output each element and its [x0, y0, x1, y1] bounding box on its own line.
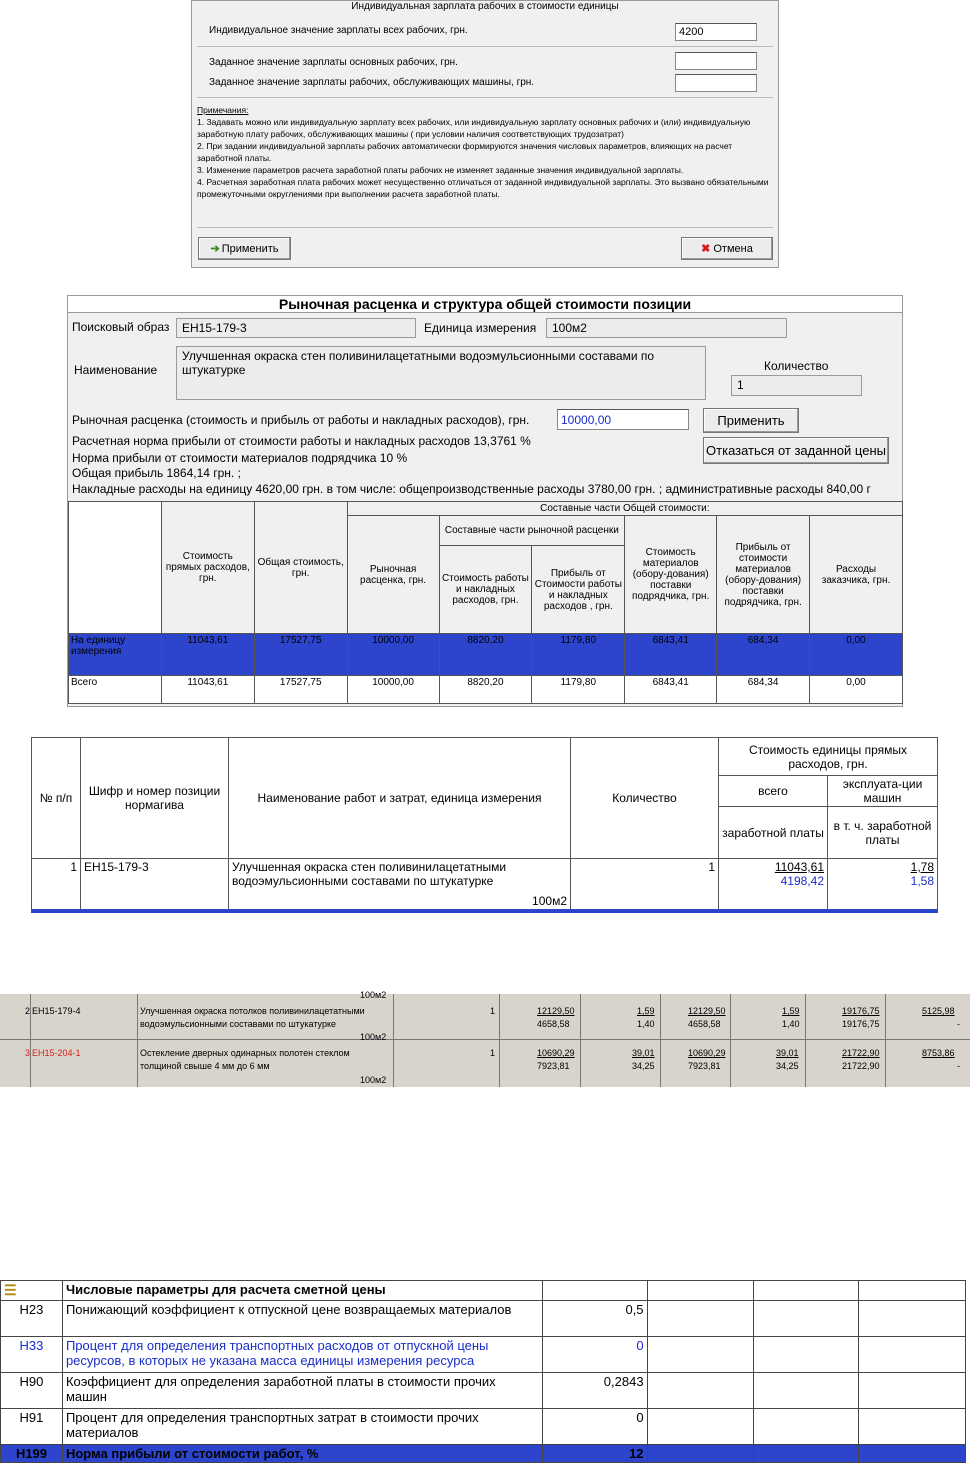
salary-dialog — [191, 0, 779, 268]
mini-cell: 34,25 — [632, 1061, 655, 1071]
row-total-cell — [719, 859, 828, 911]
apply-arrow-icon: ➔ — [210, 243, 220, 255]
param-name: Коэффициент для определения заработной платы в стоимости прочих машин — [62, 1373, 542, 1409]
header-salary: заработной платы — [719, 807, 828, 859]
apply-button[interactable] — [198, 237, 291, 260]
cell: 10000,00 — [347, 634, 439, 676]
row-machines-salary: 1,58 — [910, 874, 934, 888]
corner-cell — [69, 502, 162, 634]
params-title: Числовые параметры для расчета сметной цены — [62, 1281, 542, 1301]
price-input[interactable] — [557, 409, 689, 430]
notes-title: Примечания: — [197, 105, 249, 115]
mini-row-line1: Остекление дверных одинарных полотен стеклом — [140, 1048, 350, 1058]
mini-row-unit: 100м2 — [360, 1075, 387, 1085]
material-profit-info: Норма прибыли от стоимости материалов подрядчика 10 % — [72, 451, 408, 465]
row-total: 11043,61 — [774, 860, 824, 874]
structure-table — [68, 501, 903, 704]
header-group: Составные части Общей стоимости: — [347, 502, 902, 516]
mini-cell: 39,01 — [632, 1048, 655, 1058]
cell: 0,00 — [810, 676, 903, 704]
cell: 8820,20 — [439, 634, 532, 676]
param-code: Н90 — [1, 1373, 63, 1409]
mini-cell: - — [957, 1061, 960, 1071]
header-total: всего — [719, 776, 828, 807]
mini-cell: 39,01 — [776, 1048, 799, 1058]
params-table — [0, 1280, 966, 1463]
row-qty: 1 — [571, 859, 719, 911]
search-field[interactable]: ЕН15-179-3 — [176, 318, 416, 338]
cell: 1179,80 — [532, 676, 625, 704]
row-num: 1 — [32, 859, 81, 911]
header-name: Наименование работ и затрат, единица измерения — [229, 738, 571, 859]
param-row[interactable] — [1, 1337, 966, 1373]
param-name: Понижающий коэффициент к отпускной цене возвращаемых материалов — [62, 1301, 542, 1337]
param-name: Процент для определения транспортных расходов от отпускной цены ресурсов, в которых не указана масса единицы измерения ресурса — [62, 1337, 542, 1373]
note-3: 3. Изменение параметров расчета заработной платы рабочих не изменяет заданные значения индивидуальной зарплаты. — [197, 165, 684, 175]
header-profit: Прибыль от Стоимости работы и накладных расходов , грн. — [532, 546, 625, 634]
param-row[interactable] — [1, 1373, 966, 1409]
main-workers-input[interactable] — [675, 52, 757, 70]
main-workers-label: Заданное значение зарплаты основных рабочих, грн. — [209, 57, 458, 68]
mini-row-qty: 1 — [490, 1048, 496, 1058]
header-code: Шифр и номер позиции нормагива — [81, 738, 229, 859]
cell: 6843,41 — [625, 676, 717, 704]
param-row-selected[interactable] — [1, 1445, 966, 1463]
mini-cell: 19176,75 — [842, 1019, 880, 1029]
overhead-info: Накладные расходы на единицу 4620,00 грн. в том числе: общепроизводственные расходы 3780,00 грн. ; административные расходы 840,00 г — [72, 482, 871, 496]
all-workers-label: Индивидуальное значение зарплаты всех рабочих, грн. — [209, 25, 468, 36]
dialog-title: Индивидуальная зарплата рабочих в стоимости единицы — [351, 1, 619, 12]
machine-workers-label: Заданное значение зарплаты рабочих, обслуживающих машины, грн. — [209, 77, 535, 88]
mini-row-num: 2 — [25, 1006, 31, 1016]
cell: 17527,75 — [254, 634, 347, 676]
estimate-row[interactable] — [32, 859, 938, 911]
profit-rate-info: Расчетная норма прибыли от стоимости работы и накладных расходов 13,3761 % — [72, 434, 531, 448]
mini-cell: - — [957, 1019, 960, 1029]
cell: 11043,61 — [161, 676, 254, 704]
param-value: 12 — [542, 1445, 647, 1463]
param-value: 0 — [542, 1409, 647, 1445]
unit-label: Единица измерения — [424, 321, 537, 335]
header-subgroup: Составные части рыночной расценки — [439, 516, 625, 546]
name-label: Наименование — [74, 363, 158, 377]
price-label: Рыночная расценка (стоимость и прибыль от работы и накладных расходов), грн. — [72, 413, 530, 427]
row-label: Всего — [69, 676, 162, 704]
reject-price-button[interactable] — [703, 437, 889, 464]
param-value: 0 — [542, 1337, 647, 1373]
mini-estimate-table — [0, 990, 970, 1087]
cell: 0,00 — [810, 634, 903, 676]
mini-cell: 4658,58 — [688, 1019, 721, 1029]
cell: 1179,80 — [532, 634, 625, 676]
search-label: Поисковый образ — [72, 320, 170, 334]
header-machines: эксплуата-ции машин — [828, 776, 938, 807]
header-work: Стоимость работы и накладных расходов, грн. — [439, 546, 532, 634]
row-unit: 100м2 — [532, 893, 567, 908]
param-value: 0,2843 — [542, 1373, 647, 1409]
price-apply-label: Применить — [717, 413, 785, 428]
mini-row-line2: водоэмульсионными составами по штукатурке — [140, 1019, 336, 1029]
unit-field[interactable]: 100м2 — [546, 318, 787, 338]
param-code: Н199 — [1, 1445, 63, 1463]
cell: 684,34 — [717, 676, 810, 704]
mini-cell: 7923,81 — [688, 1061, 721, 1071]
cancel-label: Отмена — [713, 242, 753, 255]
header-cost-group: Стоимость единицы прямых расходов, грн. — [719, 738, 938, 776]
mini-cell: 8753,86 — [922, 1048, 955, 1058]
apply-label: Применить — [221, 242, 279, 255]
param-name: Процент для определения транспортных затрат в стоимости прочих материалов — [62, 1409, 542, 1445]
mini-cell: 1,40 — [637, 1019, 655, 1029]
header-direct: Стоимость прямых расходов, грн. — [161, 502, 254, 634]
market-price-panel — [67, 295, 903, 707]
mini-row-num: 3 — [25, 1048, 31, 1058]
mini-cell: 21722,90 — [842, 1061, 880, 1071]
cancel-x-icon: ✖ — [701, 243, 711, 255]
mini-row-line1: Улучшенная окраска потолков поливинилацетатными — [140, 1006, 365, 1016]
market-price-title: Рыночная расценка и структура общей стоимости позиции — [68, 296, 902, 313]
mini-row-code: ЕН15-204-1 — [32, 1048, 81, 1058]
row-name-cell — [229, 859, 571, 911]
row-total[interactable] — [69, 676, 903, 704]
notes-block — [197, 104, 772, 200]
mini-cell: 1,59 — [637, 1006, 655, 1016]
row-per-unit[interactable] — [69, 634, 903, 676]
header-market: Рыночная расценка, грн. — [347, 516, 439, 634]
header-total: Общая стоимость, грн. — [254, 502, 347, 634]
row-salary: 4198,42 — [780, 874, 824, 888]
row-name: Улучшенная окраска стен поливинилацетатными водоэмульсионными составами по штукатурке — [232, 860, 507, 888]
machine-workers-input[interactable] — [675, 74, 757, 92]
estimate-table — [31, 737, 938, 913]
mini-cell: 34,25 — [776, 1061, 799, 1071]
cell: 6843,41 — [625, 634, 717, 676]
qty-field[interactable]: 1 — [731, 375, 862, 396]
mini-cell: 12129,50 — [688, 1006, 726, 1016]
note-4: 4. Расчетная заработная плата рабочих может несущественно отличаться от заданной индивидуальной зарплаты. Это вызвано обязательными промежуточными округлениями при выполнении расчета заработной платы. — [197, 177, 769, 199]
mini-row-qty: 1 — [490, 1006, 496, 1016]
name-field[interactable]: Улучшенная окраска стен поливинилацетатными водоэмульсионными составами по штукатурке — [176, 346, 706, 400]
cell: 11043,61 — [161, 634, 254, 676]
row-label: На единицу измерения — [69, 634, 162, 676]
header-customer: Расходы заказчика, грн. — [810, 516, 903, 634]
params-book-icon: ☰ — [1, 1281, 63, 1301]
param-code: Н23 — [1, 1301, 63, 1337]
price-apply-button[interactable] — [703, 408, 799, 433]
cell: 684,34 — [717, 634, 810, 676]
mini-cell: 10690,29 — [537, 1048, 575, 1058]
all-workers-input[interactable] — [675, 23, 757, 41]
param-value: 0,5 — [542, 1301, 647, 1337]
header-mat-profit: Прибыль от стоимости материалов (обору-дования) поставки подрядчика, грн. — [717, 516, 810, 634]
header-qty: Количество — [571, 738, 719, 859]
mini-row-code: ЕН15-179-4 — [32, 1006, 81, 1016]
param-code: Н91 — [1, 1409, 63, 1445]
total-profit-info: Общая прибыль 1864,14 грн. ; — [72, 466, 241, 480]
note-2: 2. При задании индивидуальной зарплаты рабочих автоматически формируются значения числовых параметров, влияющих на расчет заработной платы. — [197, 141, 733, 163]
mini-cell: 1,40 — [782, 1019, 800, 1029]
cancel-button[interactable] — [681, 237, 773, 260]
reject-price-label: Отказаться от заданной цены — [706, 443, 886, 458]
mini-cell: 7923,81 — [537, 1061, 570, 1071]
row-divider — [0, 1039, 970, 1040]
mini-row-line2: толщиной свыше 4 мм до 6 мм — [140, 1061, 270, 1071]
mini-cell: 5125,98 — [922, 1006, 955, 1016]
row-machines: 1,78 — [910, 860, 934, 874]
mini-row-unit: 100м2 — [360, 1032, 387, 1042]
param-name: Норма прибыли от стоимости работ, % — [62, 1445, 542, 1463]
mini-cell: 1,59 — [782, 1006, 800, 1016]
note-1: 1. Задавать можно или индивидуальную зарплату всех рабочих, или индивидуальную зарплату основных рабочих и (или) индивидуальную заработную плату рабочих, обслуживающих машины ( при условии наличия соответствующих трудозатрат) — [197, 117, 751, 139]
cell: 10000,00 — [347, 676, 439, 704]
row-machines-cell — [828, 859, 938, 911]
mini-cell: 19176,75 — [842, 1006, 880, 1016]
cell: 8820,20 — [439, 676, 532, 704]
header-incl-salary: в т. ч. заработной платы — [828, 807, 938, 859]
header-num: № п/п — [32, 738, 81, 859]
mini-cell: 12129,50 — [537, 1006, 575, 1016]
mini-cell: 10690,29 — [688, 1048, 726, 1058]
row-code: ЕН15-179-3 — [81, 859, 229, 911]
mini-cell: 4658,58 — [537, 1019, 570, 1029]
param-code: Н33 — [1, 1337, 63, 1373]
header-materials: Стоимость материалов (обору-дования) поставки подрядчика, грн. — [625, 516, 717, 634]
qty-label: Количество — [764, 359, 829, 373]
param-row[interactable] — [1, 1409, 966, 1445]
top-unit: 100м2 — [360, 990, 387, 1000]
cell: 17527,75 — [254, 676, 347, 704]
param-row[interactable] — [1, 1301, 966, 1337]
mini-cell: 21722,90 — [842, 1048, 880, 1058]
